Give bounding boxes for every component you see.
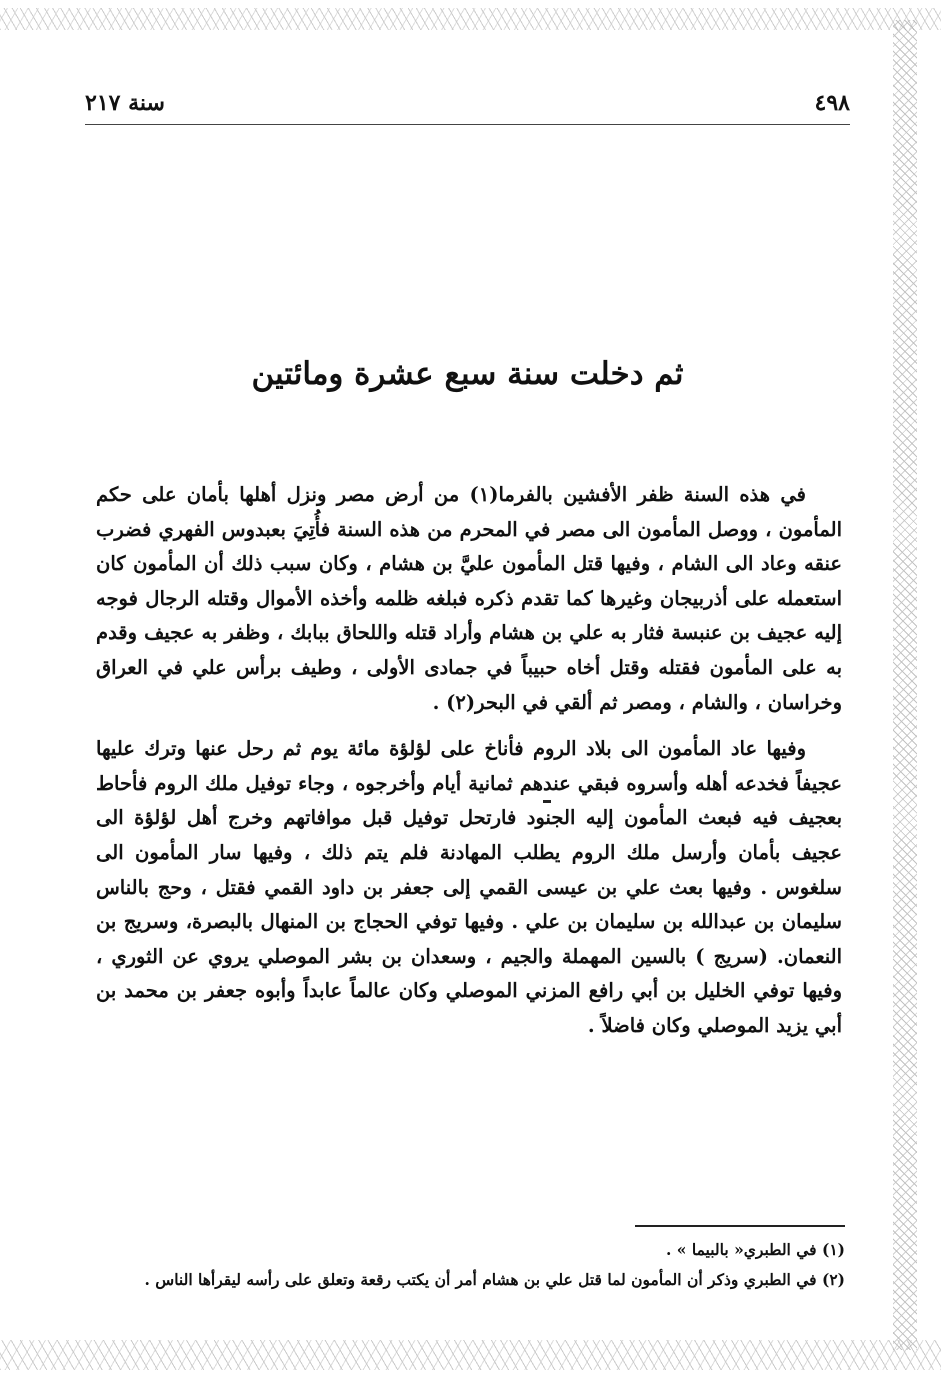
page-header: [85, 90, 850, 124]
paragraph: وفيها عاد المأمون الى بلاد الروم فأناخ على لؤلؤة مائة يوم ثم رحل عنها وترك عليها عجيفاً فخدعه أهله وأسروه فبقي عندهم ثمانية أيام وأخرجوه ، وجاء توفيل ملك الروم فأحاط بعجيف فيه فبعث المأمون إليه الجنود فارتحل توفيل قبل موافاتهم وخرج أهل لؤلؤة الى عجيف بأمان وأرسل ملك الروم يطلب المهادنة فلم يتم ذلك ، وفيها سار المأمون الى سلغوس . وفيها بعث علي بن عيسى القمي إلى جعفر بن داود القمي فقتل ، وحج بالناس سليمان بن عبدالله بن سليمان بن علي . وفيها توفي الحجاج بن المنهال بالبصرة، وسريج بن النعمان. (سريج ) بالسين المهملة والجيم ، وسعدان بن بشر الموصلي يروي عن الثوري ، وفيها توفي الخليل بن أبي رافع المزني الموصلي وكان عالماً عابداً وأبوه جعفر بن محمد بن أبي يزيد الموصلي وكان فاضلاً .: [96, 737, 842, 1037]
footnote-rule: [635, 1225, 845, 1227]
page-number: ٤٩٨: [814, 90, 850, 116]
header-rule: [85, 124, 850, 125]
footnotes: [60, 1235, 845, 1295]
chapter-title: ثم دخلت سنة سبع عشرة ومائتين: [251, 356, 684, 392]
decorative-border-right: [893, 20, 917, 1350]
decorative-border-top: [0, 8, 941, 30]
footnote: (٢) في الطبري وذكر أن المأمون لما قتل علي بن هشام أمر أن يكتب رقعة وتعلق على رأسه ليقرأها الناس .: [144, 1270, 845, 1289]
ink-mark: [543, 800, 551, 803]
decorative-border-bottom: [0, 1340, 941, 1370]
running-head: سنة ٢١٧: [85, 90, 165, 116]
footnote: (١) في الطبري« بالبيما » .: [666, 1240, 845, 1259]
body-text: [96, 478, 842, 1056]
paragraph: في هذه السنة ظفر الأفشين بالفرما(١) من أرض مصر ونزل أهلها بأمان على حكم المأمون ، ووصل المأمون الى مصر في المحرم من هذه السنة فأُتِيَ بعبدوس الفهري فضرب عنقه وعاد الى الشام ، وفيها قتل المأمون عليَّ بن هشام ، وكان سبب ذلك أن المأمون كان استعمله على أذربيجان وغيرها كما تقدم ذكره فبلغه ظلمه وأخذه الأموال وقتله الرجال فوجه إليه عجيف بن عنبسة فثار به علي بن هشام وأراد قتله واللحاق ببابك ، وظفر به عجيف وقدم به على المأمون فقتله وقتل أخاه حبيباً في جمادى الأولى ، وطيف برأس علي في العراق وخراسان ، والشام ، ومصر ثم ألقي في البحر(٢) .: [96, 483, 842, 714]
